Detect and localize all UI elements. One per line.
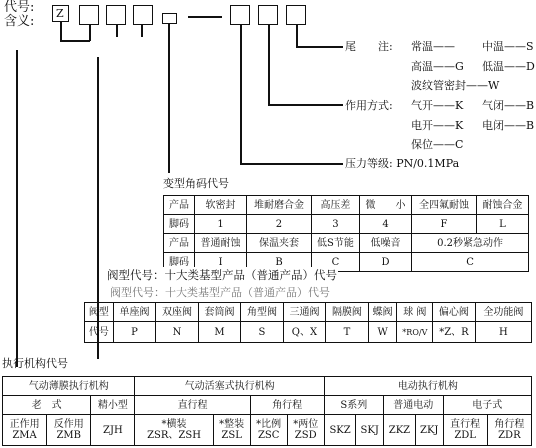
table-cell: 角行程 ZDR (487, 415, 531, 446)
table-cell: 耐蚀合金 (476, 196, 528, 215)
table-cell: 角行程 (250, 396, 324, 415)
actuation-item: 电闭——B (482, 119, 535, 132)
connector (141, 25, 143, 37)
table-cell: *比例 ZSC (250, 415, 287, 446)
table-cell: T (326, 322, 368, 343)
table-cell: 精小型 (91, 396, 135, 415)
table-cell: 双座阀 (156, 303, 198, 322)
connector (296, 25, 298, 47)
actuation-item: 电开——K (411, 119, 464, 132)
connector (168, 24, 170, 173)
code-box-1 (52, 5, 69, 22)
table-cell: 代号 (85, 322, 114, 343)
tail-note-item: 波纹管密封——W (411, 79, 500, 92)
table-cell: ZKZ (384, 415, 416, 446)
valve-type-table (84, 302, 532, 343)
table-row (164, 234, 529, 253)
table-row (3, 415, 532, 446)
table-cell: 微 小 (359, 196, 411, 215)
table-cell: C (412, 253, 529, 272)
table-cell: 球 阀 (397, 303, 433, 322)
table-row (85, 322, 532, 343)
table-cell: 保温夹套 (247, 234, 312, 253)
connector (240, 25, 242, 164)
table-cell: *两位 ZSD (287, 415, 324, 446)
table-cell: 蝶阀 (368, 303, 397, 322)
connector (268, 25, 270, 105)
table-cell: 电子式 (443, 396, 531, 415)
table-cell: *横装 ZSR、ZSH (135, 415, 213, 446)
connector (89, 25, 91, 41)
table-cell: F (412, 215, 477, 234)
table-cell: P (113, 322, 155, 343)
actuation-item: 气闭——B (482, 99, 535, 112)
code-box-5 (230, 5, 250, 25)
table-cell: 角型阀 (241, 303, 283, 322)
code-box-6 (258, 5, 278, 25)
table-cell: 产品 (164, 234, 195, 253)
tail-note-item: 高温——G (411, 60, 464, 73)
table-row (164, 215, 529, 234)
connector (16, 50, 18, 367)
table-cell: 阀型 (85, 303, 114, 322)
table-cell: 堆耐磨合金 (247, 196, 312, 215)
table-cell: 正作用 ZMA (3, 415, 47, 446)
dash-separator (188, 16, 222, 18)
code-box-7 (286, 5, 306, 25)
connector (116, 25, 118, 37)
table-cell: 直行程 ZDL (443, 415, 487, 446)
tail-note-item: 中温——S (482, 40, 534, 53)
table-cell: S系列 (324, 396, 383, 415)
table-cell: 普通电动 (384, 396, 444, 415)
table-cell: ZKJ (415, 415, 443, 446)
actuation-title: 作用方式: (345, 99, 393, 112)
table-row (3, 396, 532, 415)
tail-note-item: 常温—— (411, 40, 455, 53)
table-cell: SKZ (324, 415, 356, 446)
table-cell: 脚码 (164, 253, 195, 272)
table-cell: *整装 ZSL (213, 415, 250, 446)
table-cell: D (359, 253, 411, 272)
table-cell: 气动薄膜执行机构 (3, 377, 135, 396)
table-cell: I (195, 253, 247, 272)
table-cell: 3 (311, 215, 359, 234)
table-row (3, 377, 532, 396)
table-cell: 老 式 (3, 396, 91, 415)
table-cell: 普通耐蚀 (195, 234, 247, 253)
code-box-2 (79, 5, 99, 25)
table-cell: 直行程 (135, 396, 250, 415)
actuation-item: 保位——C (411, 138, 464, 151)
table-cell: 高压差 (311, 196, 359, 215)
pressure-grade: 压力等级: PN/0.1MPa (345, 157, 460, 170)
code-box-3 (106, 5, 126, 25)
table-cell: 低噪音 (359, 234, 411, 253)
table-cell: 气动活塞式执行机构 (135, 377, 324, 396)
table-cell: 4 (359, 215, 411, 234)
valve-type-caption: 阀型代号：十大类基型产品（普通产品）代号 (107, 268, 337, 282)
table-cell: 1 (195, 215, 247, 234)
table-cell: 套筒阀 (198, 303, 240, 322)
table-row (164, 196, 529, 215)
table-cell: 2 (247, 215, 312, 234)
table-cell: 低S节能 (311, 234, 359, 253)
table-cell: 全四氟耐蚀 (412, 196, 477, 215)
table-cell: S (241, 322, 283, 343)
table-cell: *Z、R (433, 322, 475, 343)
table-cell: Q、X (283, 322, 325, 343)
valve-type-caption-faded: 阀型代号：十大类基型产品（普通产品）代号 (110, 286, 330, 299)
connector (60, 40, 90, 42)
table-cell: ZJH (91, 415, 135, 446)
table-cell: 0.2秒紧急动作 (412, 234, 529, 253)
table-row (85, 303, 532, 322)
table-cell: 脚码 (164, 215, 195, 234)
actuator-table (2, 376, 532, 446)
table-cell: H (475, 322, 531, 343)
table-cell: 全功能阀 (475, 303, 531, 322)
code-box-letter: Z (56, 7, 64, 20)
table-cell: L (476, 215, 528, 234)
angle-code-table (163, 195, 529, 272)
table-cell: 单座阀 (113, 303, 155, 322)
table-cell: SKJ (356, 415, 384, 446)
actuator-title: 执行机构代号 (2, 357, 68, 370)
table-cell: 软密封 (195, 196, 247, 215)
connector (240, 163, 343, 165)
connector (60, 22, 62, 41)
code-box-subscript (162, 13, 177, 24)
angle-table-title: 变型角码代号 (163, 177, 229, 190)
code-label: 代号: (4, 0, 35, 15)
table-cell: B (247, 253, 312, 272)
table-cell: 三通阀 (283, 303, 325, 322)
table-cell: 电动执行机构 (324, 377, 531, 396)
table-cell: 偏心阀 (433, 303, 475, 322)
table-cell: 隔膜阀 (326, 303, 368, 322)
meaning-label: 含义: (4, 14, 35, 29)
table-cell: M (198, 322, 240, 343)
tail-note-item: 低温——D (482, 60, 535, 73)
table-cell: 产品 (164, 196, 195, 215)
connector (268, 104, 343, 106)
table-cell: C (311, 253, 359, 272)
tail-notes-title: 尾 注: (345, 40, 393, 53)
table-cell: N (156, 322, 198, 343)
connector (296, 46, 343, 48)
code-box-4 (133, 5, 153, 25)
table-cell: W (368, 322, 397, 343)
actuation-item: 气开——K (411, 99, 464, 112)
table-cell: 反作用 ZMB (47, 415, 91, 446)
table-cell: *RO/V (397, 322, 433, 343)
